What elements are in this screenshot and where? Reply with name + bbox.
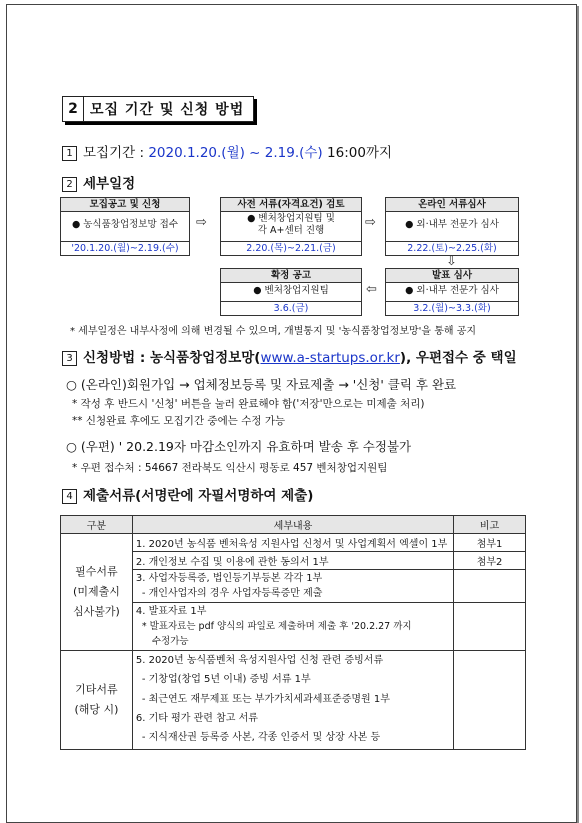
cell-line: 수정가능 — [151, 636, 189, 647]
method-heading — [62, 346, 517, 366]
category-line: 심사불가) — [73, 605, 120, 618]
documents-table — [60, 515, 526, 750]
method-number: 3 — [62, 351, 77, 366]
schedule-number: 2 — [62, 177, 77, 192]
left-arrow-icon: ⇦ — [366, 282, 377, 297]
cell-line: 6. 기타 평가 관련 참고 서류 — [135, 713, 258, 724]
flow-step-date: 2.20.(목)~2.21.(금) — [221, 241, 361, 255]
flow-step-head: 온라인 서류심사 — [386, 198, 518, 212]
required-category — [61, 534, 133, 651]
flow-step-body: ● 외·내부 전문가 심사 — [405, 219, 499, 230]
flow-step-body: ● 외·내부 전문가 심사 — [405, 285, 499, 296]
table-cell: 2. 개인정보 수집 및 이용에 관한 동의서 1부 — [132, 552, 453, 570]
cell-line: 4. 발표자료 1부 — [135, 606, 207, 617]
flow-step-head: 모집공고 및 신청 — [61, 198, 189, 212]
flow-step-document-review — [220, 197, 362, 256]
right-arrow-icon: ⇨ — [196, 215, 207, 230]
table-cell: 1. 2020년 농식품 벤처육성 지원사업 신청서 및 사업계획서 엑셀이 1부 — [132, 534, 453, 552]
flow-step-announcement — [60, 197, 190, 256]
period-number: 1 — [62, 146, 77, 161]
flow-step-date: 3.6.(금) — [221, 301, 361, 315]
category-line: 기타서류 — [75, 683, 118, 696]
table-row — [61, 534, 526, 552]
other-category — [61, 651, 133, 750]
category-line: (미제출시 — [73, 585, 120, 598]
flow-step-body-line: 각 A+센터 진행 — [257, 225, 325, 236]
cell-line: - 개인사업자의 경우 사업자등록증만 제출 — [141, 588, 323, 599]
online-note-1: * 작성 후 반드시 '신청' 버튼을 눌러 완료해야 함('저장'만으로는 미제출 처리) — [72, 398, 425, 410]
cell-line: 3. 사업자등록증, 법인등기부등본 각각 1부 — [135, 573, 323, 584]
table-header-row — [61, 516, 526, 534]
method-suffix: ), 우편접수 중 택일 — [399, 350, 517, 366]
section-title-text: 모집 기간 및 신청 방법 — [90, 102, 245, 118]
flow-step-head: 확정 공고 — [221, 269, 361, 283]
post-note: * 우편 접수처 : 54667 전라북도 익산시 평동로 457 벤처창업지원팀 — [72, 462, 388, 474]
post-method-line: ○ (우편) ' 20.2.19자 마감소인까지 유효하며 발송 후 수정불가 — [66, 439, 412, 454]
flow-step-date: 3.2.(월)~3.3.(화) — [386, 301, 518, 315]
flow-step-date: 2.22.(토)~2.25.(화) — [386, 241, 518, 255]
table-cell-note: 첨부2 — [454, 552, 526, 570]
table-header: 비고 — [454, 516, 526, 534]
category-line: 필수서류 — [75, 565, 118, 578]
period-dates: 2020.1.20.(월) ~ 2.19.(수) — [148, 145, 323, 161]
table-header: 구분 — [61, 516, 133, 534]
cell-line: - 지식재산권 등록증 사본, 각종 인증서 및 상장 사본 등 — [141, 732, 381, 743]
startup-portal-link[interactable]: www.a-startups.or.kr — [260, 350, 400, 366]
docs-heading — [62, 484, 313, 504]
flow-step-presentation-review — [385, 268, 519, 316]
online-note-2: ** 신청완료 후에도 모집기간 중에는 수정 가능 — [72, 415, 286, 427]
table-cell — [132, 651, 453, 750]
table-cell-note: 첨부1 — [454, 534, 526, 552]
flow-step-body — [221, 212, 361, 238]
down-arrow-icon: ⇩ — [446, 254, 457, 269]
flow-step-body: ● 벤처창업지원팀 — [253, 285, 329, 296]
cell-line: 5. 2020년 농식품벤처 육성지원사업 신청 관련 증빙서류 — [135, 655, 384, 666]
flow-step-date: '20.1.20.(월)~2.19.(수) — [61, 241, 189, 255]
cell-line: - 최근연도 재무제표 또는 부가가치세과세표준증명원 1부 — [141, 694, 390, 705]
method-label: 신청방법 : 농식품창업정보망( — [83, 350, 261, 366]
table-cell — [132, 570, 453, 603]
schedule-note: * 세부일정은 내부사정에 의해 변경될 수 있으며, 개별통지 및 '농식품창업정보망'을 통해 공지 — [70, 326, 477, 337]
right-arrow-icon: ⇨ — [365, 215, 376, 230]
schedule-label: 세부일정 — [83, 176, 136, 192]
table-cell — [132, 603, 453, 651]
table-cell-note — [454, 651, 526, 750]
category-line: (해당 시) — [74, 703, 119, 716]
table-header: 세부내용 — [132, 516, 453, 534]
flow-step-head: 사전 서류(자격요건) 검토 — [221, 198, 361, 212]
online-method-line: ○ (온라인)회원가입 → 업체정보등록 및 자료제출 → '신청' 클릭 후 완료 — [66, 377, 457, 392]
cell-line: * 발표자료는 pdf 양식의 파일로 제출하며 제출 후 '20.2.27 까지 — [141, 621, 412, 632]
table-cell-note — [454, 603, 526, 651]
flow-step-online-review — [385, 197, 519, 256]
table-row — [61, 651, 526, 750]
flow-step-final-notice — [220, 268, 362, 316]
period-time: 16:00까지 — [327, 145, 393, 161]
docs-number: 4 — [62, 489, 77, 504]
flow-step-head: 발표 심사 — [386, 269, 518, 283]
section-title — [62, 96, 254, 122]
section-number: 2 — [63, 97, 84, 121]
period-label: 모집기간 : — [83, 145, 145, 161]
table-cell-note — [454, 570, 526, 603]
flow-step-body: ● 농식품창업정보망 접수 — [71, 219, 179, 230]
schedule-heading — [62, 172, 135, 192]
flow-step-body-line: ● 벤처창업지원팀 및 — [247, 213, 335, 224]
cell-line: - 기창업(창업 5년 이내) 증빙 서류 1부 — [141, 674, 311, 685]
docs-label: 제출서류(서명란에 자필서명하여 제출) — [83, 488, 314, 504]
period-line — [62, 141, 392, 161]
